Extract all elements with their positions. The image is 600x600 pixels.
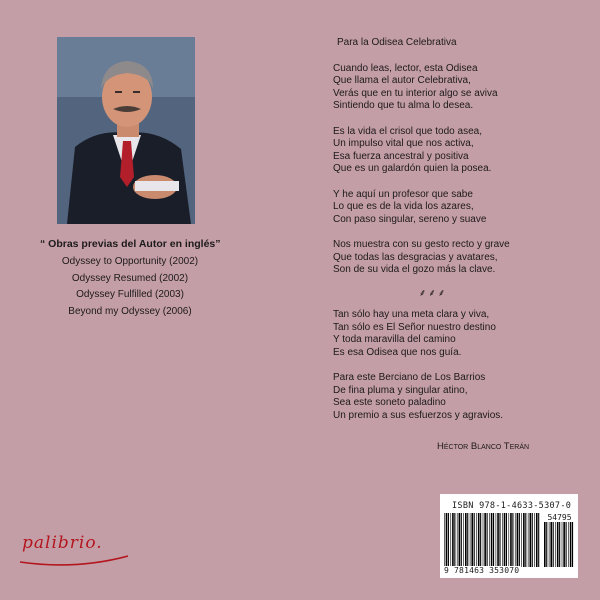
barcode-bar: [536, 513, 538, 567]
poem-line: Esa fuerza ancestral y positiva: [333, 150, 469, 162]
barcode-bar: [538, 513, 539, 567]
barcode-bar: [461, 513, 462, 567]
poem-stanza: [333, 63, 563, 113]
barcode-bar: [499, 513, 500, 567]
barcode-bar: [489, 513, 490, 567]
barcode-addon-bars: [544, 522, 575, 567]
publisher-logo: palibrio.: [22, 533, 103, 553]
poem-line: De fina pluma y singular atino,: [333, 384, 468, 396]
previous-works: [40, 238, 220, 322]
ornament-divider: ⸙⸙⸙: [418, 287, 448, 299]
poem-line: Que llama el autor Celebrativa,: [333, 75, 471, 86]
poem-line: Cuando leas, lector, esta Odisea: [333, 62, 478, 74]
barcode-bar: [444, 513, 445, 567]
barcode-bar: [497, 513, 499, 567]
barcode-bar: [549, 522, 550, 567]
author-portrait-image: [57, 37, 195, 224]
barcode-bar: [478, 513, 480, 567]
poem-line: Nos muestra con su gesto recto y grave: [333, 239, 510, 250]
barcode-bar: [476, 513, 477, 567]
poem-line: Sintiendo que tu alma lo desea.: [333, 100, 474, 111]
barcode-bar: [467, 513, 468, 567]
poem-line: Que es un galardón quien la posea.: [333, 163, 492, 174]
poem-stanza: [333, 372, 563, 422]
barcode-bar: [521, 513, 522, 567]
previous-work-item: Odyssey Fulfilled (2003): [76, 289, 184, 300]
barcode-bar: [465, 513, 467, 567]
barcode-bar: [450, 513, 451, 567]
barcode-bar: [452, 513, 454, 567]
barcode-bar: [562, 522, 563, 567]
barcode-bar: [480, 513, 481, 567]
barcode-bar: [491, 513, 493, 567]
poem-title: Para la Odisea Celebrativa: [337, 37, 457, 48]
barcode-bar: [546, 522, 547, 567]
poem-stanza: [333, 126, 563, 176]
barcode-bar: [459, 513, 461, 567]
poem-stanza: [333, 189, 563, 227]
barcode-bar: [570, 522, 572, 567]
barcode-bar: [528, 513, 529, 567]
poem-line: Un premio a sus esfuerzos y agravios.: [333, 409, 504, 421]
barcode-bar: [471, 513, 473, 567]
barcode-bar: [568, 522, 569, 567]
barcode-bar: [510, 513, 512, 567]
isbn-barcode: [440, 494, 578, 578]
barcode-bar: [512, 513, 513, 567]
poem-line: Lo que es de la vida los azares,: [333, 201, 474, 212]
poem-line: Es esa Odisea que nos guía.: [333, 346, 462, 358]
barcode-bar: [484, 513, 486, 567]
barcode-bar: [448, 513, 449, 567]
previous-works-title: “ Obras previas del Autor en inglés”: [40, 238, 221, 250]
barcode-bar: [517, 513, 519, 567]
barcode-bar: [555, 522, 556, 567]
barcode-bar: [502, 513, 503, 567]
previous-work-item: Odyssey to Opportunity (2002): [61, 256, 199, 267]
previous-work-item: Beyond my Odyssey (2006): [68, 305, 192, 317]
poem-line: Con paso singular, sereno y suave: [333, 213, 487, 225]
barcode-bar: [550, 522, 552, 567]
barcode-bar: [487, 513, 488, 567]
barcode-bar: [519, 513, 520, 567]
barcode-addon-digits: 54795: [547, 513, 572, 522]
poem-line: Y toda maravilla del camino: [333, 334, 456, 345]
barcode-bars: [444, 513, 540, 567]
barcode-bar: [553, 522, 554, 567]
poem-stanza: [333, 239, 563, 277]
poem-signature: Héctor Blanco Terán: [437, 441, 530, 452]
barcode-bar: [493, 513, 494, 567]
poem-line: Tan sólo es El Señor nuestro destino: [333, 321, 496, 333]
barcode-bar: [463, 513, 464, 567]
barcode-bar: [470, 513, 471, 567]
poem-line: Para este Berciano de Los Barrios: [333, 372, 486, 383]
barcode-bar: [566, 522, 567, 567]
barcode-bar: [559, 522, 560, 567]
barcode-bar: [483, 513, 484, 567]
barcode-bar: [454, 513, 455, 567]
barcode-bar: [504, 513, 506, 567]
isbn-text: ISBN 978-1-4633-5307-0: [452, 501, 572, 511]
poem-line: Tan sólo hay una meta clara y viva,: [333, 309, 490, 320]
barcode-bar: [446, 513, 448, 567]
barcode-bar: [572, 522, 573, 567]
barcode-bar: [523, 513, 525, 567]
poem: [333, 37, 563, 435]
barcode-bar: [457, 513, 458, 567]
previous-work-item: Odyssey Resumed (2002): [71, 272, 189, 284]
poem-line: Sea este soneto paladino: [333, 397, 446, 408]
barcode-bar: [530, 513, 532, 567]
barcode-bar: [532, 513, 533, 567]
barcode-bar: [506, 513, 507, 567]
barcode-bar: [509, 513, 510, 567]
barcode-bar: [557, 522, 559, 567]
poem-line: Que todas las desgracias y avatares,: [333, 251, 498, 263]
poem-line: Un impulso vital que nos activa,: [333, 138, 474, 149]
poem-line: Es la vida el crisol que todo asea,: [333, 125, 482, 137]
barcode-bar: [563, 522, 565, 567]
barcode-bar: [515, 513, 516, 567]
barcode-bar: [534, 513, 535, 567]
author-photo: [57, 37, 195, 224]
barcode-bar: [525, 513, 526, 567]
barcode-digits: 9 781463 353070: [444, 566, 520, 575]
barcode-bar: [474, 513, 475, 567]
poem-line: Son de su vida el gozo más la clave.: [333, 264, 496, 275]
barcode-bar: [544, 522, 546, 567]
barcode-bar: [496, 513, 497, 567]
poem-line: Y he aquí un profesor que sabe: [333, 188, 473, 200]
poem-line: Verás que en tu interior algo se aviva: [333, 87, 498, 99]
poem-stanza: [333, 309, 563, 359]
